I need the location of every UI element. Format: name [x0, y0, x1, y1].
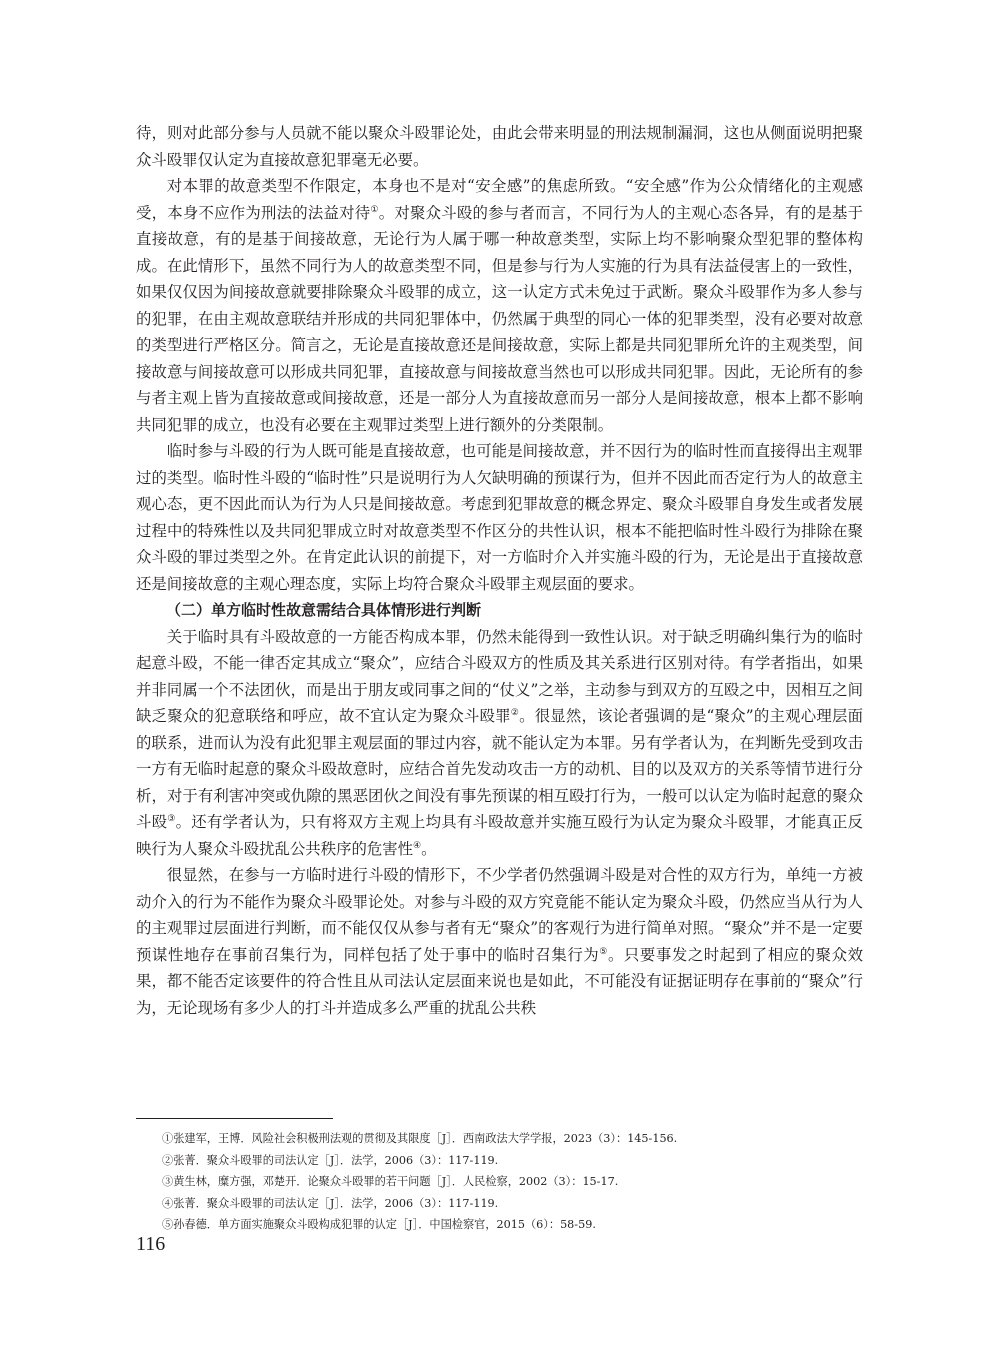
- footnote: ⑤孙春德．单方面实施聚众斗殴构成犯罪的认定［J］．中国检察官，2015（6）：58-59.: [162, 1218, 596, 1232]
- footnotes: [162, 1128, 862, 1236]
- paragraph: 关于临时具有斗殴故意的一方能否构成本罪，仍然未能得到一致性认识。对于缺乏明确纠集行为的临时起意斗殴，不能一律否定其成立“聚众”，应结合斗殴双方的性质及其关系进行区别对待。有学者指出，如果并非同属一个不法团伙，而是出于朋友或同事之间的“仗义”之举，主动参与到双方的互殴之中，因相互之间缺乏聚众的犯意联络和呼应，故不宜认定为聚众斗殴罪②。很显然，该论者强调的是“聚众”的主观心理层面的联系，进而认为没有此犯罪主观层面的罪过内容，就不能认定为本罪。另有学者认为，在判断先受到攻击一方有无临时起意的聚众斗殴故意时，应结合首先发动攻击一方的动机、目的以及双方的关系等情节进行分析，对于有利害冲突或仇隙的黑恶团伙之间没有事先预谋的相互殴打行为，一般可以认定为临时起意的聚众斗殴③。还有学者认为，只有将双方主观上均具有斗殴故意并实施互殴行为认定为聚众斗殴罪，才能真正反映行为人聚众斗殴扰乱公共秩序的危害性④。: [136, 627, 863, 858]
- footnote-ref[interactable]: ③: [167, 814, 176, 824]
- footnote-separator: [136, 1118, 333, 1119]
- footnote: ④张菁．聚众斗殴罪的司法认定［J］．法学，2006（3）：117-119.: [162, 1196, 499, 1210]
- paragraph: 对本罪的故意类型不作限定，本身也不是对“安全感”的焦虑所致。“安全感”作为公众情绪化的主观感受，本身不应作为刑法的法益对待①。对聚众斗殴的参与者而言，不同行为人的主观心态各异，有的是基于直接故意，有的是基于间接故意，无论行为人属于哪一种故意类型，实际上均不影响聚众型犯罪的整体构成。在此情形下，虽然不同行为人的故意类型不同，但是参与行为人实施的行为具有法益侵害上的一致性，如果仅仅因为间接故意就要排除聚众斗殴罪的成立，这一认定方式未免过于武断。聚众斗殴罪作为多人参与的犯罪，在由主观故意联结并形成的共同犯罪体中，仍然属于典型的同心一体的犯罪类型，没有必要对故意的类型进行严格区分。简言之，无论是直接故意还是间接故意，实际上都是共同犯罪所允许的主观类型，间接故意与间接故意可以形成共同犯罪，直接故意与间接故意当然也可以形成共同犯罪。因此，无论所有的参与者主观上皆为直接故意或间接故意，还是一部分人为直接故意而另一部分人是间接故意，根本上都不影响共同犯罪的成立，也没有必要在主观罪过类型上进行额外的分类限制。: [136, 177, 863, 434]
- page-number: 116: [136, 1233, 166, 1255]
- footnote-ref[interactable]: ④: [413, 840, 422, 851]
- paragraph: 临时参与斗殴的行为人既可能是直接故意，也可能是间接故意，并不因行为的临时性而直接得出主观罪过的类型。临时性斗殴的“临时性”只是说明行为人欠缺明确的预谋行为，但并不因此而否定行为人的故意主观心态，更不因此而认为行为人只是间接故意。考虑到犯罪故意的概念界定、聚众斗殴罪自身发生或者发展过程中的特殊性以及共同犯罪成立时对故意类型不作区分的共性认识，根本不能把临时性斗殴行为排除在聚众斗殴的罪过类型之外。在肯定此认识的前提下，对一方临时介入并实施斗殴的行为，无论是出于直接故意还是间接故意的主观心理态度，实际上均符合聚众斗殴罪主观层面的要求。: [136, 442, 863, 593]
- footnote-ref[interactable]: ⑤: [599, 946, 608, 957]
- paragraph: 待，则对此部分参与人员就不能以聚众斗殴罪论处，由此会带来明显的刑法规制漏洞，这也从侧面说明把聚众斗殴罪仅认定为直接故意犯罪毫无必要。: [136, 124, 863, 169]
- footnote: ③黄生林，糜方强，邓楚开．论聚众斗殴罪的若干问题［J］．人民检察，2002（3）：15-17.: [162, 1175, 619, 1189]
- body-text: [136, 120, 863, 1021]
- footnote-ref[interactable]: ①: [370, 204, 379, 215]
- paragraph: 很显然，在参与一方临时进行斗殴的情形下，不少学者仍然强调斗殴是对合性的双方行为，单纯一方被动介入的行为不能作为聚众斗殴罪论处。对参与斗殴的双方究竟能不能认定为聚众斗殴，仍然应当从行为人的主观罪过层面进行判断，而不能仅仅从参与者有无“聚众”的客观行为进行简单对照。“聚众”并不是一定要预谋性地存在事前召集行为，同样包括了处于事中的临时召集行为⑤。只要事发之时起到了相应的聚众效果，都不能否定该要件的符合性且从司法认定层面来说也是如此，不可能没有证据证明存在事前的“聚众”行为，无论现场有多少人的打斗并造成多么严重的扰乱公共秩: [136, 866, 863, 1017]
- footnote-ref[interactable]: ②: [510, 708, 520, 718]
- footnote: ②张菁．聚众斗殴罪的司法认定［J］．法学，2006（3）：117-119.: [162, 1153, 499, 1167]
- footnote: ①张建军，王博．风险社会积极刑法观的贯彻及其限度［J］．西南政法大学学报，2023（3）：145-156.: [162, 1132, 678, 1145]
- section-heading: （二）单方临时性故意需结合具体情形进行判断: [166, 601, 482, 619]
